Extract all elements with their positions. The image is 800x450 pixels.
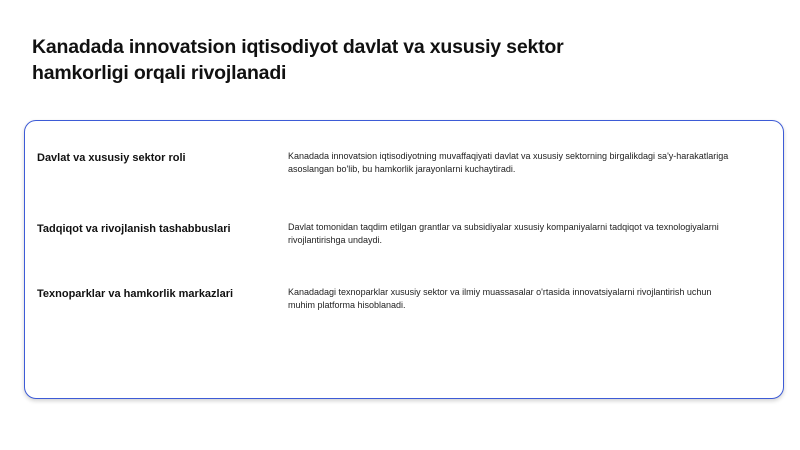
row-heading: Texnoparklar va hamkorlik markazlari <box>37 288 234 300</box>
slide-title: Kanadada innovatsion iqtisodiyot davlat va xususiy sektor hamkorligi orqali rivojlanadi <box>32 36 564 84</box>
row-description: Davlat tomonidan taqdim etilgan grantlar va subsidiyalar xususiy kompaniyalarni tadqiqot va texnologiyalarni rivojlantirishga undaydi. <box>288 222 719 245</box>
row-description: Kanadada innovatsion iqtisodiyotning muvaffaqiyati davlat va xususiy sektorning birgalikdagi sa'y-harakatlariga asoslangan bo'lib, bu hamkorlik jarayonlarni kuchaytiradi. <box>288 151 729 174</box>
row-heading: Tadqiqot va rivojlanish tashabbuslari <box>37 223 231 235</box>
content-card <box>24 120 784 399</box>
row-description: Kanadadagi texnoparklar xususiy sektor va ilmiy muassasalar o'rtasida innovatsiyalarni rivojlantirish uchun muhim platforma hisoblanadi. <box>288 287 712 310</box>
row-heading: Davlat va xususiy sektor roli <box>37 152 186 164</box>
